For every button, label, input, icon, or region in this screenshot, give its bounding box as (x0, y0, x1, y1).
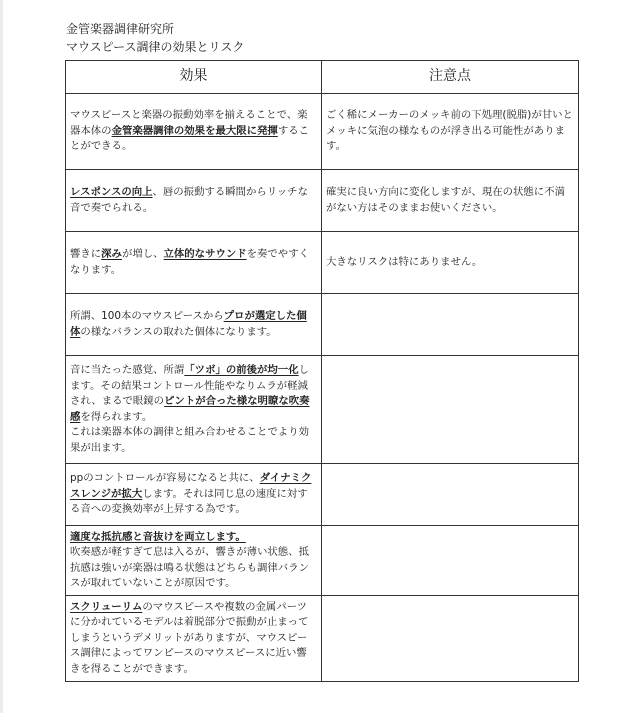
caution-cell (322, 294, 579, 356)
highlight-text: プロが選定した個体 (70, 310, 307, 338)
caution-cell (322, 356, 579, 464)
body-text: 響きに (70, 248, 102, 260)
body-text: 吹奏感が軽すぎて息は入るが、響きが薄い状態、抵抗感は強いが楽器は鳴る状態はどちらも調律バランスが取れていないことが原因です。 (70, 546, 309, 589)
table-row (66, 94, 579, 170)
table-row (66, 294, 579, 356)
highlight-text: 深み (101, 248, 122, 260)
body-text: が増し、 (121, 248, 164, 260)
caution-cell: ごく稀にメーカーのメッキ前の下処理(脱脂)が甘いとメッキに気泡の様なものが浮き出る可能性があります。 (322, 94, 579, 170)
body-text: することができる。 (70, 124, 309, 153)
effect-cell (66, 232, 322, 294)
effect-cell (66, 94, 322, 170)
effect-cell (66, 526, 322, 596)
body-text: マウスピースと楽器の振動効率を揃えることで、楽器本体の (70, 109, 308, 137)
body-text: 所謂、100本のマウスピースから (70, 310, 224, 322)
effect-cell (66, 170, 322, 232)
body-text: します。それは同じ息の速度に対する音への変換効率が上昇する為です。 (70, 487, 308, 516)
caution-cell (322, 596, 579, 682)
table-row (66, 356, 579, 464)
effect-cell (66, 356, 322, 464)
caution-cell: 大きなリスクは特にありません。 (322, 232, 579, 294)
body-text: これは楽器本体の調律と組み合わせることでより効果が出ます。 (70, 426, 309, 454)
highlight-text: 金管楽器調律の効果を最大限に発揮 (111, 124, 278, 137)
body-text: の様なバランスの取れた個体になります。 (80, 325, 277, 338)
effect-cell (66, 464, 322, 526)
document-title: マウスピース調律の効果とリスク (66, 40, 245, 54)
body-text: ppのコントロールが容易になると共に、 (70, 472, 260, 485)
table-row (66, 464, 579, 526)
highlight-text: レスポンスの向上 (70, 186, 153, 198)
body-text: 音に当たった感覚、所謂 (70, 364, 185, 376)
column-header-effect: 効果 (66, 61, 322, 94)
body-text: を得られます。 (80, 410, 153, 423)
organization-name: 金管楽器調律研究所 (66, 22, 175, 36)
highlight-text: 立体的なサウンド (163, 248, 247, 260)
effect-cell (66, 596, 322, 682)
table-header-row (66, 61, 579, 94)
highlight-text: ダイナミクスレンジが拡大 (70, 472, 312, 500)
table-row (66, 596, 579, 682)
page-edge (0, 0, 3, 713)
effects-risks-table (65, 60, 579, 682)
body-text: します。その結果コントロール性能やなりムラが軽減され、まるで眼鏡の (70, 364, 309, 407)
caution-cell (322, 464, 579, 526)
table-row (66, 526, 579, 596)
column-header-caution: 注意点 (322, 61, 579, 94)
document-header (66, 20, 244, 56)
highlight-text: スクリューリム (70, 600, 143, 613)
body-text: 、唇の振動する瞬間からリッチな音で奏でられる。 (70, 186, 308, 214)
highlight-text: 適度な抵抗感と音抜けを両立します。 (70, 530, 246, 543)
caution-cell (322, 526, 579, 596)
caution-cell: 確実に良い方向に変化しますが、現在の状態に不満がない方はそのままお使いください。 (322, 170, 579, 232)
highlight-text: 「ツボ」の前後が均一化 (184, 364, 299, 376)
effect-cell (66, 294, 322, 356)
body-text: のマウスピースや複数の金属パーツに分かれているモデルは着脱部分で振動が止まってしまうというデメリットがありますが、マウスピース調律によってワンピースのマウスピースに近い響きを得ることができます。 (70, 600, 309, 675)
highlight-text: ピントが合った様な明瞭な吹奏感 (70, 395, 310, 423)
table-row (66, 170, 579, 232)
table-row (66, 232, 579, 294)
body-text: を奏でやすくなります。 (70, 248, 309, 276)
